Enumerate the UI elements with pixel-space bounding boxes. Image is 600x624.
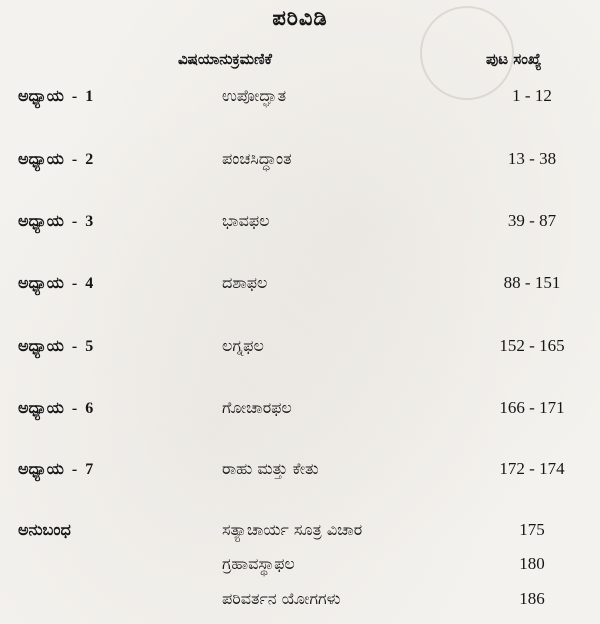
page-number-column-header: ಪುಟ ಸಂಖ್ಯೆ	[486, 50, 542, 68]
chapter-topic: ಉಪೋದ್ಘಾತ	[222, 86, 287, 105]
toc-row-annex	[0, 520, 600, 548]
chapter-label: ಅಧ್ಯಾಯ - 7	[18, 459, 94, 478]
annex-topic: ಸತ್ಯಾಚಾರ್ಯ ಸೂತ್ರ ವಿಚಾರ	[222, 520, 363, 539]
chapter-topic: ರಾಹು ಮತ್ತು ಕೇತು	[222, 459, 319, 478]
page-title: ಪರಿವಿಡಿ	[272, 6, 328, 30]
page-range: 172 - 174	[499, 459, 565, 478]
page-range: 13 - 38	[507, 149, 557, 168]
page-range: 152 - 165	[499, 336, 565, 355]
page-number: 186	[519, 589, 545, 608]
chapter-topic: ಪಂಚಸಿದ್ಧಾಂತ	[222, 149, 292, 168]
page-range: 88 - 151	[503, 273, 561, 292]
page-range: 166 - 171	[499, 398, 565, 417]
chapter-label: ಅಧ್ಯಾಯ - 2	[18, 149, 94, 168]
annex-label: ಅನುಬಂಧ	[18, 520, 71, 539]
chapter-topic: ಗೋಚಾರಫಲ	[222, 398, 292, 417]
chapter-label: ಅಧ್ಯಾಯ - 5	[18, 336, 94, 355]
toc-row	[0, 86, 600, 114]
chapter-label: ಅಧ್ಯಾಯ - 1	[18, 86, 94, 105]
page-range: 1 - 12	[512, 86, 552, 105]
toc-row	[0, 149, 600, 177]
page-number: 175	[519, 520, 545, 539]
chapter-label: ಅಧ್ಯಾಯ - 3	[18, 211, 94, 230]
toc-row	[0, 459, 600, 487]
toc-row-annex	[0, 554, 600, 582]
chapter-topic: ಲಗ್ನಫಲ	[222, 336, 264, 355]
contents-column-header: ವಿಷಯಾನುಕ್ರಮಣಿಕೆ	[178, 50, 272, 68]
toc-row	[0, 398, 600, 426]
toc-row-annex	[0, 589, 600, 617]
page-range: 39 - 87	[507, 211, 557, 230]
page-number: 180	[519, 554, 545, 573]
annex-topic: ಗ್ರಹಾವಸ್ಥಾಫಲ	[222, 554, 295, 573]
toc-row	[0, 273, 600, 301]
toc-row	[0, 336, 600, 364]
chapter-label: ಅಧ್ಯಾಯ - 6	[18, 398, 94, 417]
chapter-label: ಅಧ್ಯಾಯ - 4	[18, 273, 94, 292]
annex-topic: ಪರಿವರ್ತನ ಯೋಗಗಳು	[222, 589, 341, 608]
chapter-topic: ಭಾವಫಲ	[222, 211, 270, 230]
toc-row	[0, 211, 600, 239]
chapter-topic: ದಶಾಫಲ	[222, 273, 268, 292]
